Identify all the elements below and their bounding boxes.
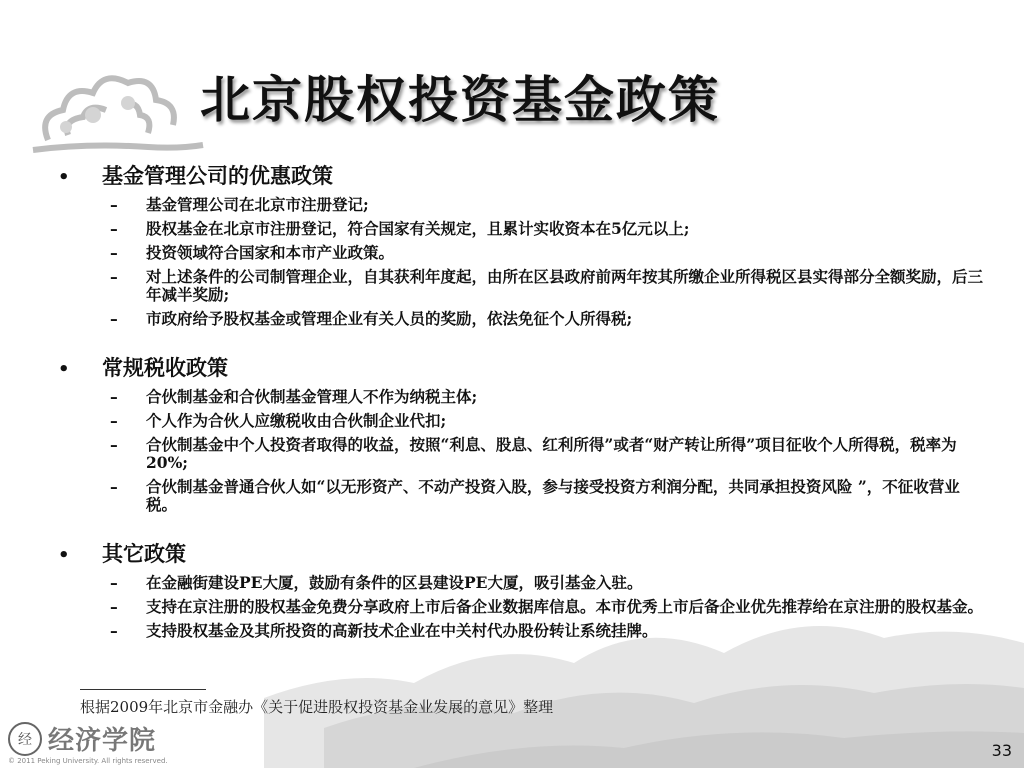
dash-icon: –: [110, 436, 118, 454]
dash-icon: –: [110, 412, 118, 430]
bullet-icon: •: [58, 545, 70, 566]
list-item: [110, 388, 988, 406]
bullet-icon: •: [58, 167, 70, 188]
page-number: 33: [991, 741, 1012, 760]
list-item: [110, 310, 988, 328]
university-seal-icon: 经: [8, 722, 42, 756]
list-item: [110, 436, 988, 472]
list-item: [110, 220, 988, 238]
sub-item-list: [58, 196, 988, 328]
list-item-text: 支持股权基金及其所投资的高新技术企业在中关村代办股份转让系统挂牌。: [146, 621, 658, 640]
dash-icon: –: [110, 598, 118, 616]
list-item: [110, 574, 988, 592]
list-item-text: 基金管理公司在北京市注册登记;: [146, 195, 369, 214]
dash-icon: –: [110, 220, 118, 238]
slide-title: 北京股权投资基金政策: [200, 71, 720, 129]
footnote: 根据2009年北京市金融办《关于促进股权投资基金业发展的意见》整理: [80, 698, 554, 716]
dash-icon: –: [110, 196, 118, 214]
section-heading-text: 其它政策: [102, 541, 186, 566]
dash-icon: –: [110, 478, 118, 496]
policy-section: [58, 538, 988, 640]
section-heading: [58, 160, 988, 190]
auspicious-cloud-decoration: [28, 55, 208, 165]
list-item-text: 在金融街建设PE大厦，鼓励有条件的区县建设PE大厦，吸引基金入驻。: [146, 573, 643, 592]
section-heading: [58, 352, 988, 382]
school-logo: [8, 720, 156, 757]
footnote-divider: [80, 689, 206, 690]
list-item-text: 股权基金在北京市注册登记，符合国家有关规定，且累计实收资本在5亿元以上;: [146, 219, 690, 238]
list-item-text: 对上述条件的公司制管理企业，自其获利年度起，由所在区县政府前两年按其所缴企业所得税区县实得部分全额奖励，后三年减半奖励;: [146, 267, 984, 304]
bullet-icon: •: [58, 359, 70, 380]
sub-item-list: [58, 574, 988, 640]
list-item: [110, 478, 988, 514]
dash-icon: –: [110, 622, 118, 640]
list-item-text: 合伙制基金中个人投资者取得的收益，按照“利息、股息、红利所得”或者“财产转让所得”项目征收个人所得税，税率为20%;: [146, 435, 957, 472]
sub-item-list: [58, 388, 988, 514]
list-item: [110, 412, 988, 430]
dash-icon: –: [110, 268, 118, 286]
list-item-text: 支持在京注册的股权基金免费分享政府上市后备企业数据库信息。本市优秀上市后备企业优先推荐给在京注册的股权基金。: [146, 597, 984, 616]
list-item-text: 投资领域符合国家和本市产业政策。: [146, 243, 395, 262]
section-heading-text: 基金管理公司的优惠政策: [102, 163, 333, 188]
copyright-notice: © 2011 Peking University. All rights reserved.: [8, 757, 168, 765]
list-item: [110, 268, 988, 304]
list-item: [110, 196, 988, 214]
section-heading: [58, 538, 988, 568]
dash-icon: –: [110, 574, 118, 592]
section-heading-text: 常规税收政策: [102, 355, 228, 380]
dash-icon: –: [110, 388, 118, 406]
list-item: [110, 622, 988, 640]
dash-icon: –: [110, 310, 118, 328]
list-item: [110, 244, 988, 262]
list-item-text: 合伙制基金和合伙制基金管理人不作为纳税主体;: [146, 387, 478, 406]
logo-text: 经济学院: [48, 726, 157, 756]
list-item-text: 合伙制基金普通合伙人如“以无形资产、不动产投资入股，参与接受投资方利润分配，共同承担投资风险 ”，不征收营业税。: [146, 477, 960, 514]
policy-section: [58, 160, 988, 328]
slide-content: [58, 160, 988, 664]
list-item-text: 市政府给予股权基金或管理企业有关人员的奖励，依法免征个人所得税;: [146, 309, 633, 328]
list-item-text: 个人作为合伙人应缴税收由合伙制企业代扣;: [146, 411, 447, 430]
list-item: [110, 598, 988, 616]
policy-section: [58, 352, 988, 514]
dash-icon: –: [110, 244, 118, 262]
